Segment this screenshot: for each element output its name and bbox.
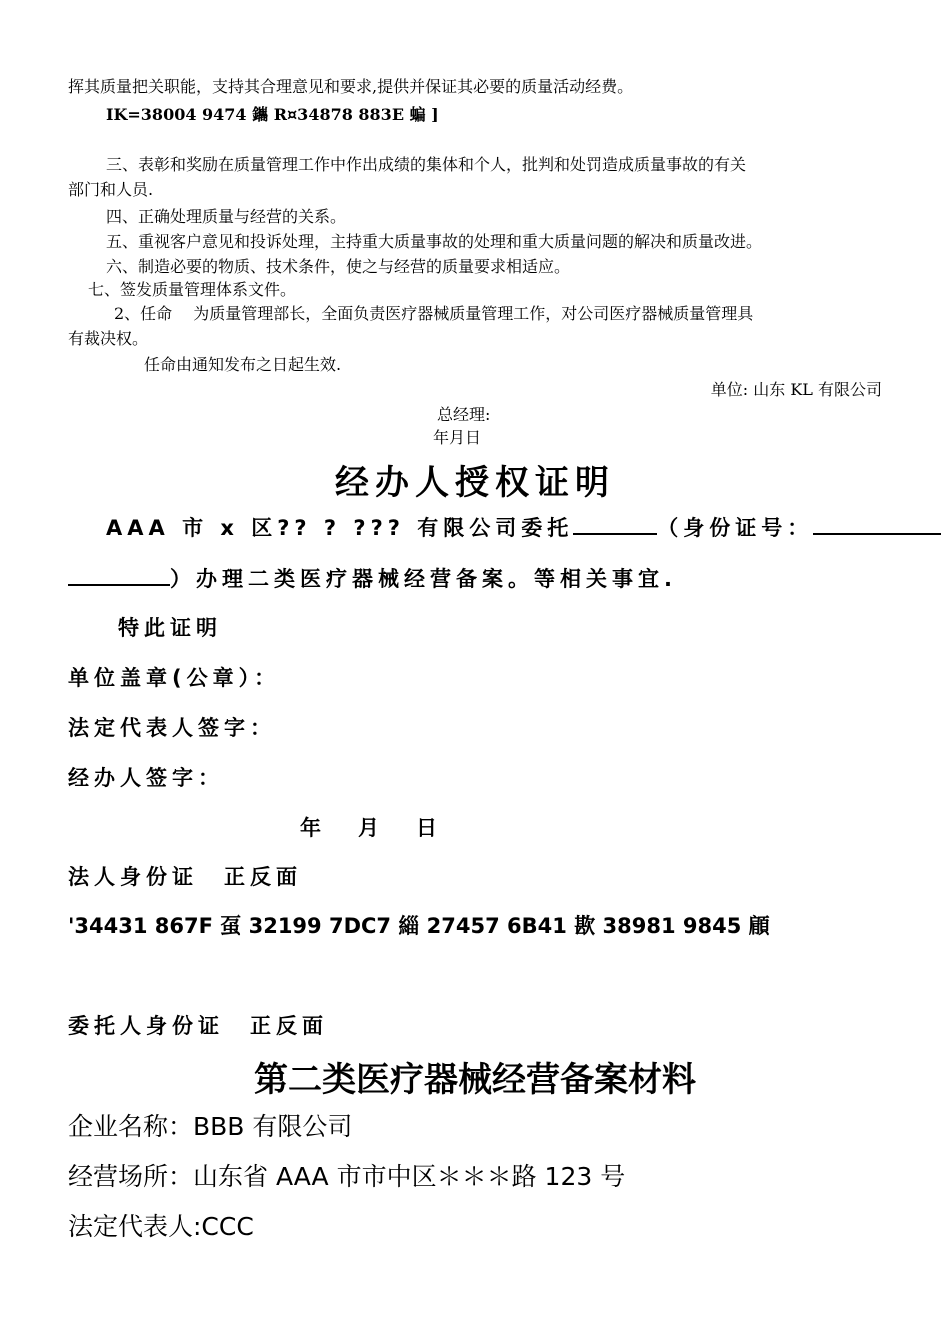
- authorization-title: 经办人授权证明: [335, 463, 615, 503]
- legal-rep-signature-label: 法定代表人签字：: [68, 716, 276, 740]
- signature-date: 年 月 日: [300, 816, 445, 840]
- delegating-company: AAA 市 x 区?? ? ??? 有限公司委托: [106, 516, 574, 540]
- agent-name-blank: [573, 532, 657, 535]
- id-number-label: （身份证号：: [657, 516, 814, 540]
- date-label: 年月日: [433, 428, 482, 447]
- legal-representative: 法定代表人:CCC: [68, 1212, 254, 1241]
- paragraph-continuation: 挥其质量把关职能，支持其合理意见和要求,提供并保证其必要的质量活动经费。: [68, 77, 634, 96]
- business-address: 经营场所：山东省 AAA 市市中区＊＊＊路 123 号: [68, 1162, 626, 1191]
- item-3-line-2: 部门和人员.: [68, 180, 154, 199]
- item-7: 七、签发质量管理体系文件。: [88, 280, 297, 299]
- authorization-purpose: ）办理二类医疗器械经营备案。等相关事宜.: [170, 567, 677, 591]
- legal-id-card-label: 法人身份证 正反面: [68, 865, 302, 889]
- item-4: 四、正确处理质量与经营的关系。: [106, 207, 347, 226]
- appointment-line-2: 有裁决权。: [68, 329, 149, 348]
- effective-note: 任命由通知发布之日起生效.: [144, 355, 342, 374]
- filing-title: 第二类医疗器械经营备案材料: [254, 1060, 696, 1100]
- certify-text: 特此证明: [118, 616, 222, 640]
- seal-label: 单位盖章(公章）：: [68, 666, 281, 690]
- id-number-blank: [813, 532, 941, 535]
- item-3-line-1: 三、表彰和奖励在质量管理工作中作出成绩的集体和个人，批判和处罚造成质量事故的有关: [106, 155, 747, 174]
- authorization-line-2: [68, 563, 677, 593]
- company-name: 企业名称：BBB 有限公司: [68, 1112, 353, 1141]
- agent-signature-label: 经办人签字：: [68, 766, 224, 790]
- garbled-text-2: '34431 867F 虿 32199 7DC7 緇 27457 6B41 歁 38981 9845 顅: [68, 914, 770, 938]
- item-5: 五、重视客户意见和投诉处理，主持重大质量事故的处理和重大质量问题的解决和质量改进。: [106, 232, 763, 251]
- garbled-text: IK=38004 9474 鑴 R¤34878 883E 蝙 ]: [106, 105, 439, 124]
- id-number-blank-cont: [68, 583, 170, 586]
- item-6: 六、制造必要的物质、技术条件，使之与经营的质量要求相适应。: [106, 257, 571, 276]
- delegate-id-card-label: 委托人身份证 正反面: [68, 1014, 328, 1038]
- unit-name: 单位: 山东 KL 有限公司: [710, 380, 882, 399]
- general-manager-label: 总经理:: [437, 405, 491, 424]
- authorization-line-1: [106, 512, 941, 542]
- appointment-line-1: 2、任命 为质量管理部长，全面负责医疗器械质量管理工作，对公司医疗器械质量管理具: [114, 304, 754, 323]
